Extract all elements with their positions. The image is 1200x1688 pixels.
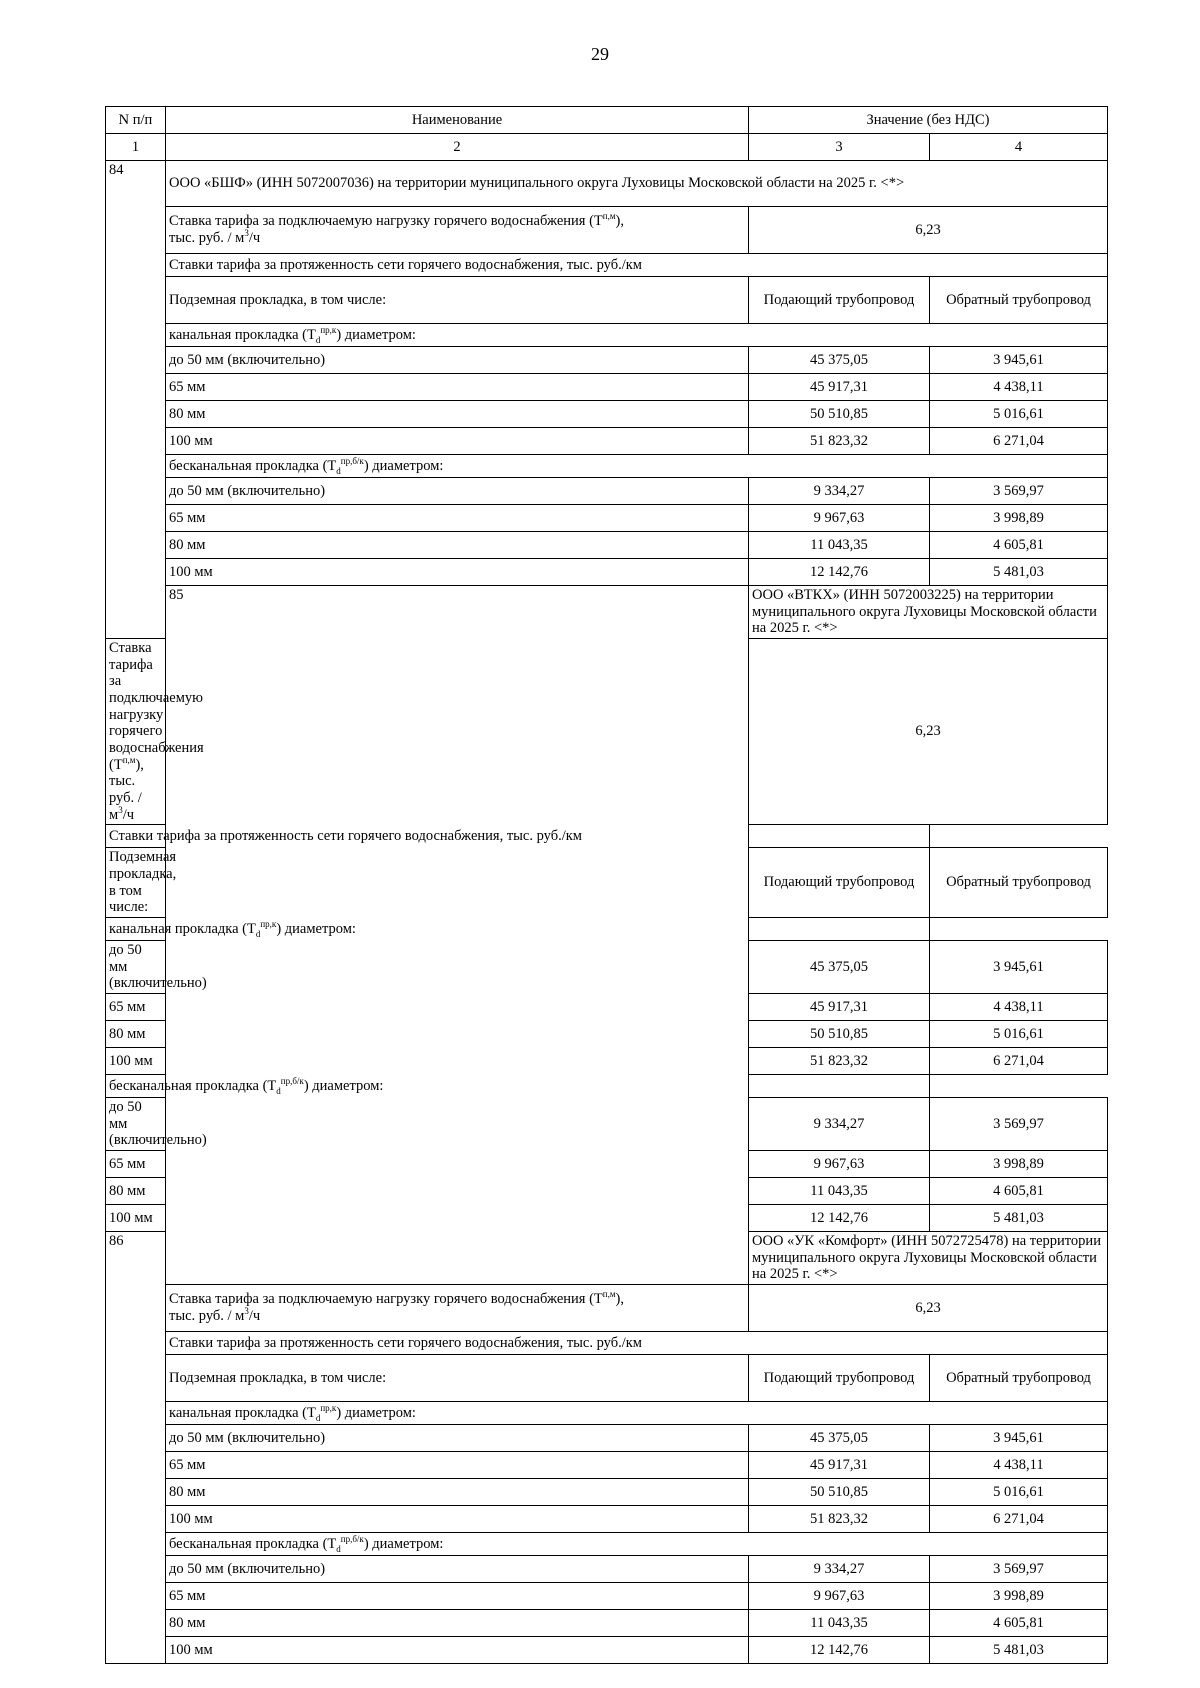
text-fragment: пр,к: [260, 918, 277, 929]
text-fragment: пр,к: [320, 324, 337, 335]
return-value: 3 945,61: [930, 941, 1108, 994]
table-row: [106, 1506, 1108, 1533]
column-index: 2: [166, 134, 749, 161]
nochannel-laying-label: [166, 1533, 1108, 1556]
column-index: 1: [106, 134, 166, 161]
nochannel-laying-row: [106, 1075, 1108, 1098]
text-fragment: пр,б/к: [280, 1075, 304, 1086]
diameter-label: 80 мм: [166, 1479, 749, 1506]
diameter-label: до 50 мм (включительно): [106, 1098, 166, 1151]
return-value: 3 998,89: [930, 505, 1108, 532]
return-value: 4 605,81: [930, 532, 1108, 559]
channel-laying-row: [106, 324, 1108, 347]
return-value: 6 271,04: [930, 1506, 1108, 1533]
supply-value: 51 823,32: [749, 428, 930, 455]
item-number: 86: [106, 1232, 166, 1664]
table-row: [106, 1583, 1108, 1610]
return-value: 4 438,11: [930, 374, 1108, 401]
text-fragment: п,м: [122, 754, 136, 765]
return-value: 6 271,04: [930, 1048, 1108, 1075]
return-value: 3 945,61: [930, 1425, 1108, 1452]
return-value: 3 569,97: [930, 1556, 1108, 1583]
diameter-label: до 50 мм (включительно): [166, 478, 749, 505]
return-value: 5 481,03: [930, 559, 1108, 586]
supply-value: 45 375,05: [749, 1425, 930, 1452]
text-fragment: ) диаметром:: [276, 920, 356, 937]
supply-value: 11 043,35: [749, 1178, 930, 1205]
text-fragment: пр,б/к: [340, 1533, 364, 1544]
supply-value: 45 917,31: [749, 1452, 930, 1479]
supply-value: 9 967,63: [749, 505, 930, 532]
channel-laying-label: [166, 324, 1108, 347]
supply-value: 12 142,76: [749, 1205, 930, 1232]
text-fragment: бесканальная прокладка (Т: [169, 1535, 337, 1552]
underground-label: Подземная прокладка, в том числе:: [106, 848, 166, 918]
supply-value: 9 967,63: [749, 1151, 930, 1178]
table-row: [106, 559, 1108, 586]
table-row: [106, 401, 1108, 428]
text-fragment: канальная прокладка (Т: [109, 920, 256, 937]
table-row: [106, 532, 1108, 559]
text-fragment: ) диаметром:: [363, 1535, 444, 1552]
header-name: Наименование: [166, 107, 749, 134]
network-rate-label: Ставки тарифа за протяженность сети горячего водоснабжения, тыс. руб./км: [166, 1332, 1108, 1355]
column-index: 4: [930, 134, 1108, 161]
return-value: 3 569,97: [930, 1098, 1108, 1151]
connection-rate-value: 6,23: [749, 639, 1108, 825]
pipe-header-row: [106, 277, 1108, 324]
text-fragment: ) диаметром:: [336, 326, 416, 343]
return-value: 5 016,61: [930, 1021, 1108, 1048]
text-fragment: ),: [135, 756, 144, 773]
text-fragment: ),: [615, 1291, 624, 1308]
return-value: 4 438,11: [930, 994, 1108, 1021]
return-value: 5 481,03: [930, 1637, 1108, 1664]
diameter-label: 65 мм: [106, 994, 166, 1021]
header-num: N п/п: [106, 107, 166, 134]
table-row: [106, 505, 1108, 532]
connection-rate-label: [166, 207, 749, 254]
text-fragment: пр,б/к: [340, 455, 364, 466]
return-pipe-header: Обратный трубопровод: [930, 277, 1108, 324]
text-fragment: /ч: [122, 806, 135, 823]
diameter-label: до 50 мм (включительно): [166, 1425, 749, 1452]
supply-value: 45 917,31: [749, 374, 930, 401]
text-fragment: d: [336, 1543, 341, 1554]
supply-value: 9 334,27: [749, 478, 930, 505]
connection-rate-value: 6,23: [749, 1285, 1108, 1332]
text-fragment: бесканальная прокладка (Т: [109, 1077, 277, 1094]
org-row: [106, 586, 1108, 639]
organization-name: ООО «УК «Комфорт» (ИНН 5072725478) на территории муниципального округа Луховицы Московской области на 2025 г. <*>: [749, 1232, 1108, 1285]
diameter-label: 80 мм: [106, 1021, 166, 1048]
text-fragment: Ставка тарифа за подключаемую нагрузку горячего водоснабжения (Т: [169, 213, 603, 230]
nochannel-laying-row: [106, 455, 1108, 478]
supply-value: 50 510,85: [749, 401, 930, 428]
text-fragment: тыс. руб. / м: [169, 1308, 245, 1325]
supply-value: 45 917,31: [749, 994, 930, 1021]
diameter-label: 80 мм: [166, 401, 749, 428]
organization-name: ООО «БШФ» (ИНН 5072007036) на территории муниципального округа Луховицы Московской области на 2025 г. <*>: [166, 161, 1108, 207]
text-fragment: п,м: [602, 211, 616, 222]
text-fragment: бесканальная прокладка (Т: [169, 457, 337, 474]
supply-pipe-header: Подающий трубопровод: [749, 1355, 930, 1402]
diameter-label: 80 мм: [166, 1610, 749, 1637]
text-fragment: канальная прокладка (Т: [169, 1404, 316, 1421]
diameter-label: 100 мм: [166, 1506, 749, 1533]
organization-name: ООО «ВТКХ» (ИНН 5072003225) на территории муниципального округа Луховицы Московской области на 2025 г. <*>: [749, 586, 1108, 639]
diameter-label: до 50 мм (включительно): [166, 347, 749, 374]
underground-label: Подземная прокладка, в том числе:: [166, 277, 749, 324]
return-value: 4 605,81: [930, 1178, 1108, 1205]
item-number: 84: [106, 161, 166, 639]
connection-rate-row: [106, 1285, 1108, 1332]
text-fragment: пр,к: [320, 1402, 337, 1413]
supply-pipe-header: Подающий трубопровод: [749, 277, 930, 324]
text-fragment: тыс. руб. / м: [169, 230, 245, 246]
diameter-label: 80 мм: [106, 1178, 166, 1205]
table-row: [106, 347, 1108, 374]
diameter-label: 65 мм: [166, 505, 749, 532]
text-fragment: ) диаметром:: [303, 1077, 384, 1094]
connection-rate-label: [106, 639, 204, 825]
supply-value: 9 334,27: [749, 1556, 930, 1583]
nochannel-laying-row: [106, 1533, 1108, 1556]
supply-value: 45 375,05: [749, 941, 930, 994]
nochannel-laying-label: [106, 1075, 930, 1098]
text-fragment: d: [276, 1085, 281, 1096]
pipe-header-row: [106, 1355, 1108, 1402]
return-value: 3 998,89: [930, 1151, 1108, 1178]
network-rate-row: [106, 825, 1108, 848]
text-fragment: d: [315, 1412, 321, 1423]
return-value: 5 016,61: [930, 401, 1108, 428]
text-fragment: Ставка тарифа за подключаемую нагрузку горячего водоснабжения (Т: [169, 1291, 603, 1308]
table-row: [106, 1425, 1108, 1452]
table-row: [106, 1637, 1108, 1664]
diameter-label: 100 мм: [166, 428, 749, 455]
supply-value: 51 823,32: [749, 1048, 930, 1075]
supply-value: 51 823,32: [749, 1506, 930, 1533]
text-fragment: ),: [615, 213, 624, 230]
diameter-label: 65 мм: [166, 374, 749, 401]
supply-value: 45 375,05: [749, 347, 930, 374]
table-row: [106, 1452, 1108, 1479]
diameter-label: 100 мм: [106, 1205, 166, 1232]
table-row: [106, 428, 1108, 455]
return-value: 5 016,61: [930, 1479, 1108, 1506]
return-value: 3 998,89: [930, 1583, 1108, 1610]
channel-laying-label: [106, 918, 930, 941]
text-fragment: ) диаметром:: [363, 457, 444, 474]
org-row: [106, 161, 1108, 207]
diameter-label: 100 мм: [166, 559, 749, 586]
diameter-label: 100 мм: [166, 1637, 749, 1664]
supply-value: 9 334,27: [749, 1098, 930, 1151]
tariff-table: [105, 106, 1108, 1664]
return-value: 3 945,61: [930, 347, 1108, 374]
return-value: 4 605,81: [930, 1610, 1108, 1637]
connection-rate-label: [166, 1285, 749, 1332]
supply-value: 9 967,63: [749, 1583, 930, 1610]
text-fragment: канальная прокладка (Т: [169, 326, 316, 343]
column-index: 3: [749, 134, 930, 161]
text-fragment: ) диаметром:: [336, 1404, 416, 1421]
text-fragment: d: [315, 334, 321, 345]
supply-value: 50 510,85: [749, 1021, 930, 1048]
channel-laying-row: [106, 918, 1108, 941]
supply-value: 11 043,35: [749, 1610, 930, 1637]
supply-value: 11 043,35: [749, 532, 930, 559]
return-value: 4 438,11: [930, 1452, 1108, 1479]
diameter-label: 80 мм: [166, 532, 749, 559]
item-number: 85: [166, 586, 749, 1285]
channel-laying-label: [166, 1402, 1108, 1425]
network-rate-row: [106, 1332, 1108, 1355]
table-row: [106, 1479, 1108, 1506]
page-number: 29: [591, 44, 609, 64]
network-rate-label: Ставки тарифа за протяженность сети горячего водоснабжения, тыс. руб./км: [166, 254, 1108, 277]
supply-value: 50 510,85: [749, 1479, 930, 1506]
table-row: [106, 1610, 1108, 1637]
text-fragment: 3: [244, 1306, 249, 1317]
text-fragment: Ставка тарифа за подключаемую нагрузку горячего водоснабжения (Т: [109, 640, 204, 773]
nochannel-laying-label: [166, 455, 1108, 478]
return-value: 3 569,97: [930, 478, 1108, 505]
diameter-label: 65 мм: [166, 1452, 749, 1479]
diameter-label: до 50 мм (включительно): [166, 1556, 749, 1583]
diameter-label: до 50 мм (включительно): [106, 941, 166, 994]
return-pipe-header: Обратный трубопровод: [930, 1355, 1108, 1402]
table-row: [106, 374, 1108, 401]
channel-laying-row: [106, 1402, 1108, 1425]
text-fragment: /ч: [248, 1308, 261, 1325]
return-value: 5 481,03: [930, 1205, 1108, 1232]
text-fragment: d: [336, 465, 341, 476]
supply-pipe-header: Подающий трубопровод: [749, 848, 930, 918]
connection-rate-row: [106, 207, 1108, 254]
text-fragment: тыс. руб. / м: [109, 773, 142, 823]
text-fragment: п,м: [602, 1289, 616, 1300]
table-header-row: [106, 107, 1108, 134]
text-fragment: d: [255, 928, 261, 939]
diameter-label: 65 мм: [106, 1151, 166, 1178]
diameter-label: 100 мм: [106, 1048, 166, 1075]
supply-value: 12 142,76: [749, 1637, 930, 1664]
text-fragment: /ч: [248, 230, 261, 246]
text-fragment: 3: [244, 228, 249, 239]
supply-value: 12 142,76: [749, 559, 930, 586]
network-rate-row: [106, 254, 1108, 277]
connection-rate-value: 6,23: [749, 207, 1108, 254]
return-value: 6 271,04: [930, 428, 1108, 455]
column-index-row: [106, 134, 1108, 161]
table-row: [106, 478, 1108, 505]
network-rate-label: Ставки тарифа за протяженность сети горячего водоснабжения, тыс. руб./км: [106, 825, 930, 848]
table-row: [106, 1556, 1108, 1583]
underground-label: Подземная прокладка, в том числе:: [166, 1355, 749, 1402]
return-pipe-header: Обратный трубопровод: [930, 848, 1108, 918]
diameter-label: 65 мм: [166, 1583, 749, 1610]
header-value: Значение (без НДС): [749, 107, 1108, 134]
text-fragment: 3: [118, 804, 123, 815]
